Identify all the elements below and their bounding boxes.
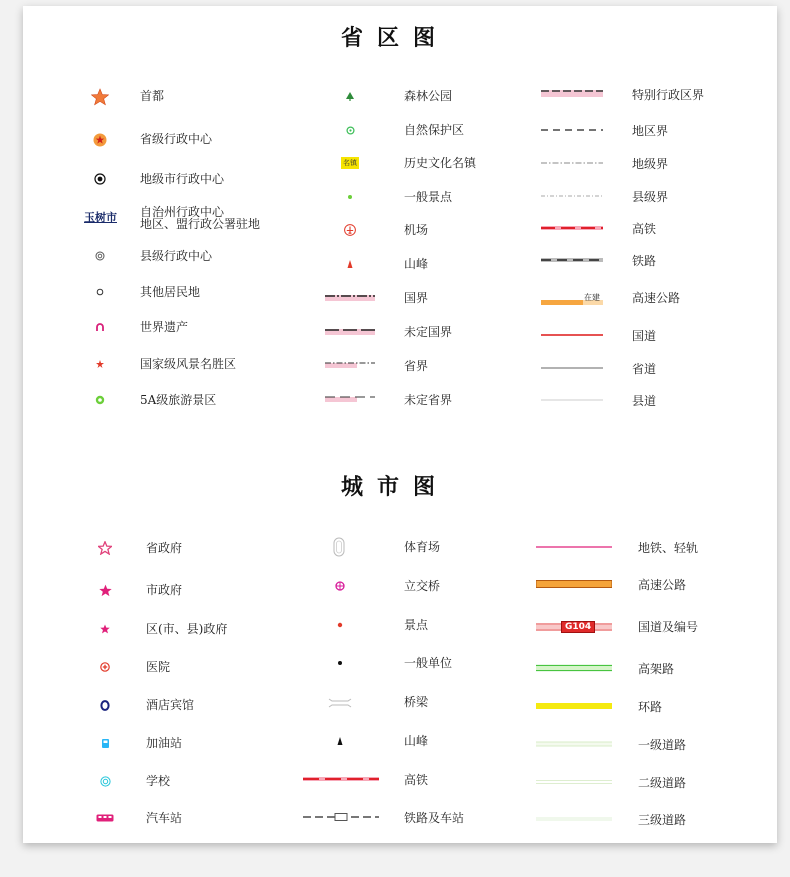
secondary-road-line — [534, 775, 614, 789]
sar-border-line — [540, 86, 604, 100]
scenic-area-icon — [88, 354, 112, 374]
city-legend-title: 城市图 — [340, 474, 449, 500]
legend-label-stadium: 体育场 — [404, 540, 441, 554]
legend-label-gas-station: 加油站 — [146, 736, 183, 750]
legend-label-interchange: 立交桥 — [404, 579, 441, 593]
legend-label-high-speed-rail: 高铁 — [632, 222, 657, 236]
legend-label-elevated-road: 高架路 — [638, 662, 675, 676]
star-capital-icon — [88, 87, 112, 107]
legend-label-school: 学校 — [146, 774, 171, 788]
legend-label-undefined-border: 未定国界 — [404, 325, 453, 339]
legend-label-tertiary-road: 三级道路 — [638, 813, 687, 827]
route-number-badge: G104 — [561, 621, 595, 633]
legend-label-prefecture-border: 地级界 — [632, 157, 669, 171]
gas-station-icon — [94, 734, 116, 752]
legend-label-bridge: 桥梁 — [404, 695, 429, 709]
small-circle-icon — [88, 282, 112, 302]
legend-label-hotel: 酒店宾馆 — [146, 698, 195, 712]
legend-label-capital: 首都 — [140, 89, 165, 103]
national-border-line — [324, 290, 376, 304]
double-circle-icon — [88, 246, 112, 266]
mountain-peak-icon — [338, 255, 362, 273]
legend-label-historic-town: 历史文化名镇 — [404, 156, 477, 170]
region-border-line — [540, 123, 604, 137]
legend-label-provincial-road: 省道 — [632, 362, 657, 376]
city-expressway-line — [534, 577, 614, 591]
nature-reserve-icon — [338, 121, 362, 139]
legend-label-railway: 铁路 — [632, 254, 657, 268]
city-gov-icon — [94, 581, 116, 599]
province-border-line — [324, 357, 376, 371]
bridge-icon — [325, 694, 355, 712]
legend-label-bus-station: 汽车站 — [146, 811, 183, 825]
legend-label-nature-reserve: 自然保护区 — [404, 123, 465, 137]
airport-icon — [338, 221, 362, 239]
legend-label-county-center: 县级行政中心 — [140, 249, 213, 263]
legend-label-general-unit: 一般单位 — [404, 656, 453, 670]
scenic-spot-icon — [338, 188, 362, 206]
elevated-road-line — [534, 661, 614, 675]
legend-label-railway-station: 铁路及车站 — [404, 811, 465, 825]
legend-label-primary-road: 一级道路 — [638, 738, 687, 752]
school-icon — [94, 772, 116, 790]
undefined-border-line — [324, 324, 376, 338]
heritage-icon — [88, 317, 112, 337]
expressway-construction-label: 在建 — [584, 293, 600, 302]
legend-label-5a-scenic: 5A级旅游景区 — [140, 393, 217, 407]
historic-town-icon — [336, 155, 364, 171]
legend-label-forest-park: 森林公园 — [404, 89, 453, 103]
legend-label-national-road-number: 国道及编号 — [638, 620, 699, 634]
county-road-line — [540, 393, 604, 407]
legend-label-city-expressway: 高速公路 — [638, 578, 687, 592]
legend-label-metro: 地铁、轻轨 — [638, 541, 699, 555]
legend-label-county-border: 县级界 — [632, 190, 669, 204]
provincial-gov-icon — [94, 539, 116, 557]
bus-station-icon — [92, 809, 118, 827]
legend-label-hospital: 医院 — [146, 660, 171, 674]
province-legend-title: 省区图 — [340, 25, 449, 51]
legend-label-ring-road: 环路 — [638, 700, 663, 714]
high-speed-rail-line — [540, 221, 604, 235]
undefined-province-border-line — [324, 391, 376, 405]
provincial-road-line — [540, 361, 604, 375]
legend-label-provincial-gov: 省政府 — [146, 541, 183, 555]
legend-label-mountain-peak: 山峰 — [404, 257, 429, 271]
city-high-speed-rail-line — [302, 772, 380, 786]
legend-label-region-seat: 地区、盟行政公署驻地 — [140, 217, 261, 231]
tertiary-road-line — [534, 812, 614, 826]
legend-label-national-border: 国界 — [404, 291, 429, 305]
ring-road-line — [534, 699, 614, 713]
legend-label-attraction: 景点 — [404, 618, 429, 632]
legend-label-district-gov: 区(市、县)政府 — [146, 622, 228, 636]
stadium-icon — [328, 536, 350, 558]
legend-label-city-high-speed-rail: 高铁 — [404, 773, 429, 787]
legend-label-national-scenic-area: 国家级风景名胜区 — [140, 357, 237, 371]
national-road-line — [540, 328, 604, 342]
legend-label-province-border: 省界 — [404, 359, 429, 373]
historic-town-sample: 名镇 — [343, 159, 357, 167]
legend-label-world-heritage: 世界遗产 — [140, 320, 189, 334]
interchange-icon — [329, 577, 351, 595]
legend-label-provincial-center: 省级行政中心 — [140, 132, 213, 146]
railway-line — [540, 253, 604, 267]
legend-label-region-border: 地区界 — [632, 124, 669, 138]
legend-label-other-settlement: 其他居民地 — [140, 285, 201, 299]
county-border-line — [540, 189, 604, 203]
star-circle-icon — [88, 130, 112, 150]
legend-label-prefecture-center: 地级市行政中心 — [140, 172, 225, 186]
general-unit-icon — [329, 654, 351, 672]
district-gov-icon — [94, 620, 116, 638]
legend-label-secondary-road: 二级道路 — [638, 776, 687, 790]
legend-label-city-gov: 市政府 — [146, 583, 183, 597]
prefecture-border-line — [540, 156, 604, 170]
legend-label-autonomous-prefecture: 自治州行政中心 — [140, 205, 225, 219]
legend-label-sar-border: 特别行政区界 — [632, 88, 705, 102]
dot-circle-icon — [88, 169, 112, 189]
legend-label-scenic-spot: 一般景点 — [404, 190, 453, 204]
legend-label-county-road: 县道 — [632, 394, 657, 408]
peak-icon — [329, 732, 351, 750]
attraction-icon — [329, 616, 351, 634]
text-sample-icon: 玉树市 — [84, 211, 117, 224]
legend-label-undefined-province-border: 未定省界 — [404, 393, 453, 407]
metro-line — [534, 540, 614, 554]
legend-label-national-road: 国道 — [632, 329, 657, 343]
primary-road-line — [534, 737, 614, 751]
legend-label-peak: 山峰 — [404, 734, 429, 748]
legend-label-airport: 机场 — [404, 223, 429, 237]
legend-label-expressway: 高速公路 — [632, 291, 681, 305]
forest-park-icon — [338, 87, 362, 105]
tourist-5a-icon — [88, 390, 112, 410]
hospital-icon — [94, 658, 116, 676]
hotel-icon — [94, 696, 116, 714]
railway-station-line — [302, 810, 380, 824]
